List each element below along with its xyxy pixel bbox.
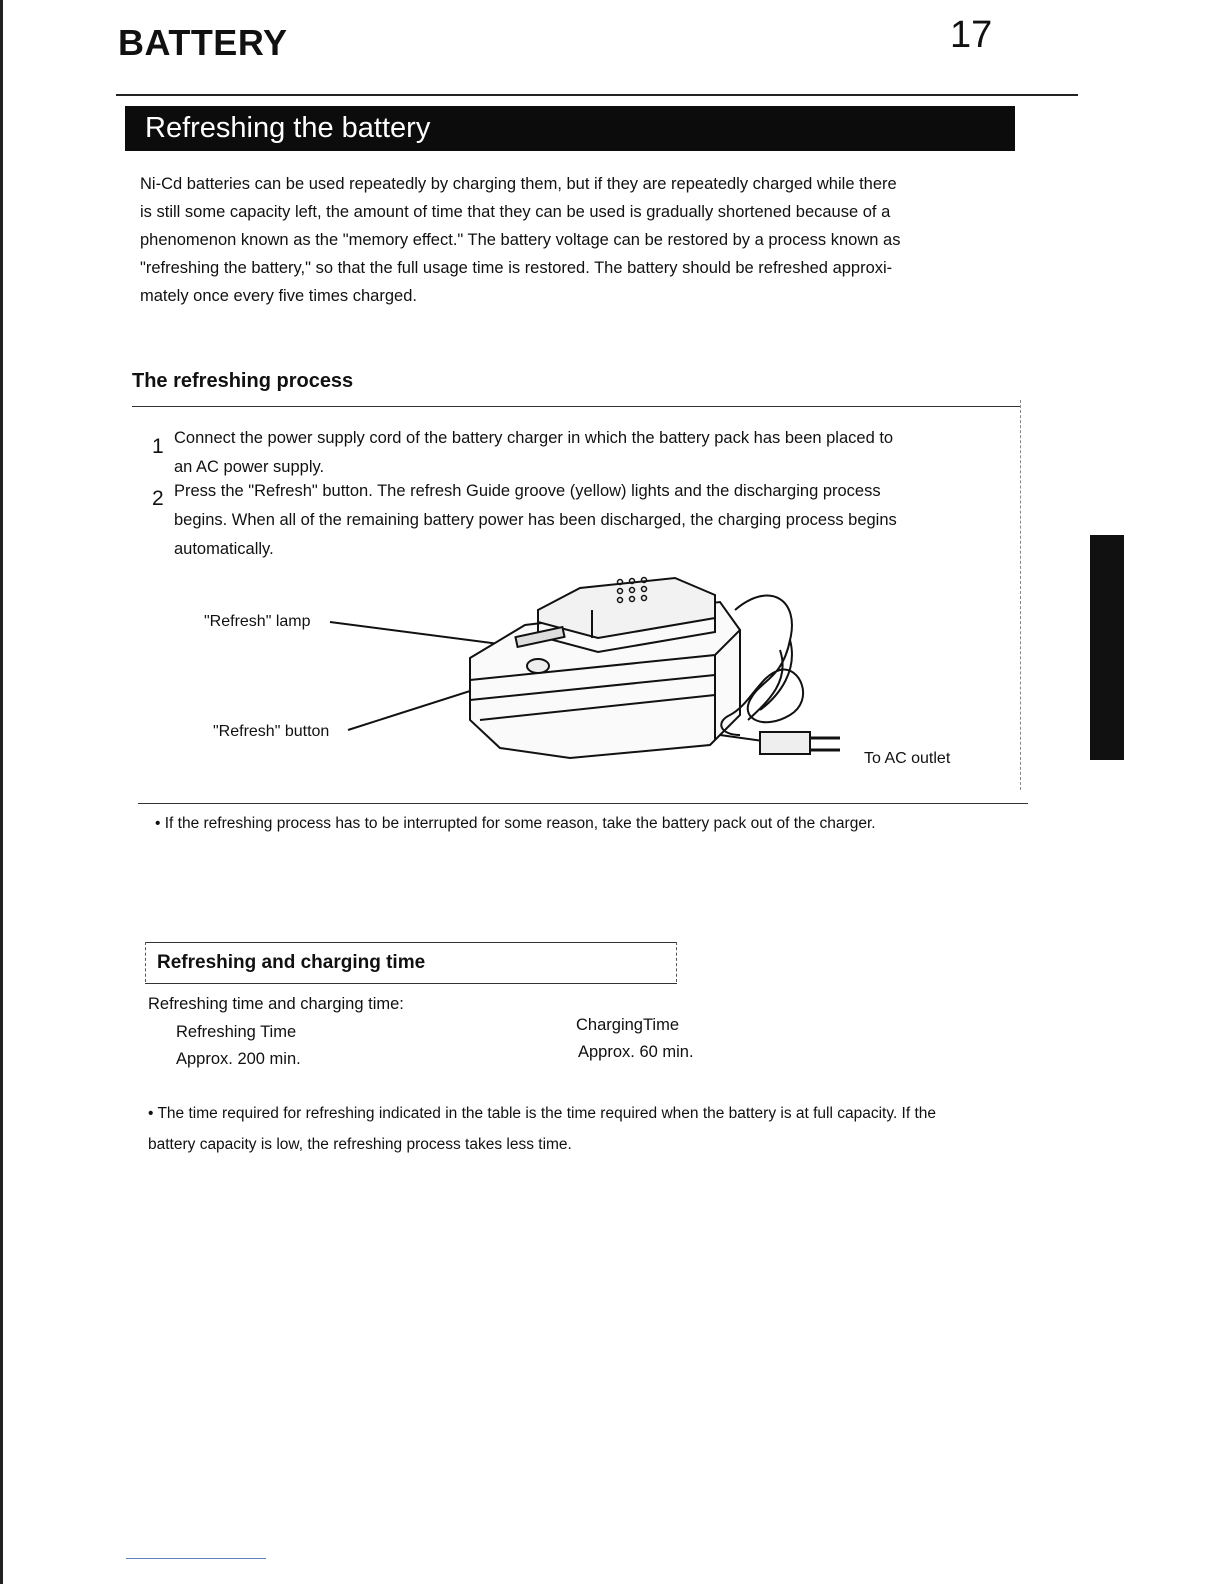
page-number: 17 <box>950 14 993 56</box>
section-title: BATTERY <box>118 22 288 63</box>
refresh-time-value: Approx. 200 min. <box>176 1050 301 1068</box>
thumb-index-tab <box>1090 535 1124 760</box>
charge-time-label: ChargingTime <box>576 1016 680 1034</box>
step-line: begins. When all of the remaining battery power has been discharged, the charging process begins <box>174 511 897 529</box>
battery-charger-illustration <box>320 570 880 785</box>
intro-line: Ni-Cd batteries can be used repeatedly by charging them, but if they are repeatedly charged while there <box>140 175 897 193</box>
step-line: an AC power supply. <box>174 458 325 476</box>
refresh-lamp-label: "Refresh" lamp <box>204 613 311 630</box>
intro-paragraph <box>140 170 1000 310</box>
time-note <box>148 1098 1048 1160</box>
refresh-button-label: "Refresh" button <box>213 723 330 740</box>
time-intro: Refreshing time and charging time: <box>148 995 404 1013</box>
step-text <box>174 477 1004 564</box>
step-line: Connect the power supply cord of the battery charger in which the battery pack has been placed to <box>174 429 894 447</box>
step-text <box>174 424 1004 482</box>
time-note-line: • The time required for refreshing indicated in the table is the time required when the battery is at full capacity. If the <box>148 1105 937 1122</box>
box-left-edge <box>145 942 146 982</box>
refresh-button-shape <box>527 659 549 673</box>
process-rule-top <box>132 406 1020 407</box>
step-number: 1 <box>152 435 164 458</box>
page-edge <box>0 0 3 1584</box>
process-side-rule <box>1020 400 1021 790</box>
step-line: Press the "Refresh" button. The refresh Guide groove (yellow) lights and the discharging process <box>174 482 881 500</box>
refresh-time-label: Refreshing Time <box>176 1023 297 1041</box>
process-heading: The refreshing process <box>132 370 354 392</box>
time-note-line: battery capacity is low, the refreshing process takes less time. <box>148 1136 572 1153</box>
banner-title: Refreshing the battery <box>145 112 431 144</box>
process-rule-bottom <box>138 803 1028 804</box>
footer-rule <box>126 1558 266 1559</box>
charging-time-heading: Refreshing and charging time <box>157 952 426 973</box>
step-number: 2 <box>152 487 164 510</box>
section-banner <box>125 106 1015 151</box>
intro-line: is still some capacity left, the amount of time that they can be used is gradually shortened because of a <box>140 203 891 221</box>
step-line: automatically. <box>174 540 274 558</box>
box-right-edge <box>676 942 677 982</box>
intro-line: "refreshing the battery," so that the full usage time is restored. The battery should be refreshed approxi- <box>140 259 893 277</box>
header-rule <box>116 94 1078 96</box>
plug <box>760 732 810 754</box>
intro-line: mately once every five times charged. <box>140 287 417 305</box>
intro-line: phenomenon known as the "memory effect." The battery voltage can be restored by a process known as <box>140 231 901 249</box>
ac-outlet-label: To AC outlet <box>864 750 951 767</box>
interrupt-note: • If the refreshing process has to be interrupted for some reason, take the battery pack out of the charger. <box>155 815 876 832</box>
charge-time-value: Approx. 60 min. <box>578 1043 694 1061</box>
charging-time-heading-box <box>145 942 677 984</box>
